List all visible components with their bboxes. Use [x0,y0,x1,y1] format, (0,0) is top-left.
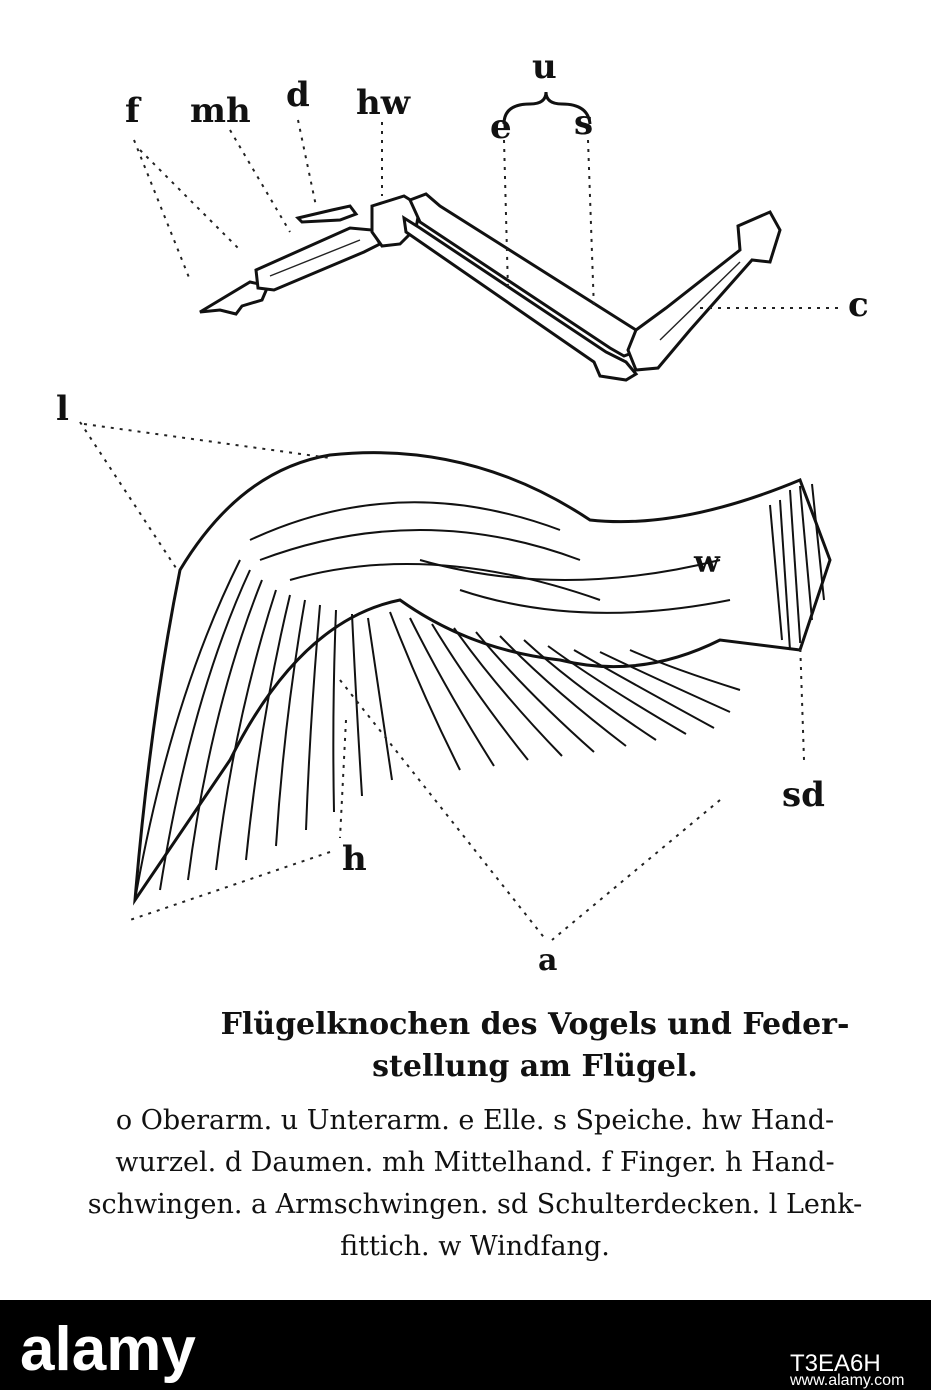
wing-skeleton [134,92,838,380]
label-d: d [286,75,310,115]
watermark-url: www.alamy.com [790,1372,905,1389]
label-mh: mh [190,91,251,131]
label-hw: hw [356,83,410,123]
label-sd: sd [782,775,825,815]
label-a: a [538,943,558,978]
label-o: c [848,285,869,325]
upper-arm-bone [628,212,780,370]
caption-title [195,1004,875,1088]
label-f: f [125,91,140,131]
label-e: e [490,107,512,147]
caption-title-line-1: Flügelknochen des Vogels und Feder- [220,1007,850,1042]
label-l: l [56,389,69,429]
label-w: w [694,545,720,580]
caption-legend [60,1100,890,1268]
label-u: u [532,47,557,87]
wing-outline [135,453,830,900]
metacarpus-bone [256,228,380,290]
label-s: s [574,103,594,143]
alamy-logo [0,1300,420,1390]
forearm-radius [404,218,636,380]
legend-line-3: schwingen. a Armschwingen. sd Schulterdecken. l Lenk- [87,1189,863,1220]
alamy-logo-text: alamy [20,1315,196,1384]
label-h: h [342,839,367,879]
feathered-wing [80,422,830,940]
legend-line-1: o Oberarm. u Unterarm. e Elle. s Speiche. hw Hand- [115,1105,835,1136]
caption-title-line-2: stellung am Flügel. [372,1049,698,1084]
legend-line-2: wurzel. d Daumen. mh Mittelhand. f Finger. h Hand- [115,1147,835,1178]
thumb-bone [298,206,356,222]
forearm-ulna [410,194,640,356]
image-id: T3EA6H [790,1350,881,1377]
legend-line-4: fittich. w Windfang. [340,1231,610,1262]
